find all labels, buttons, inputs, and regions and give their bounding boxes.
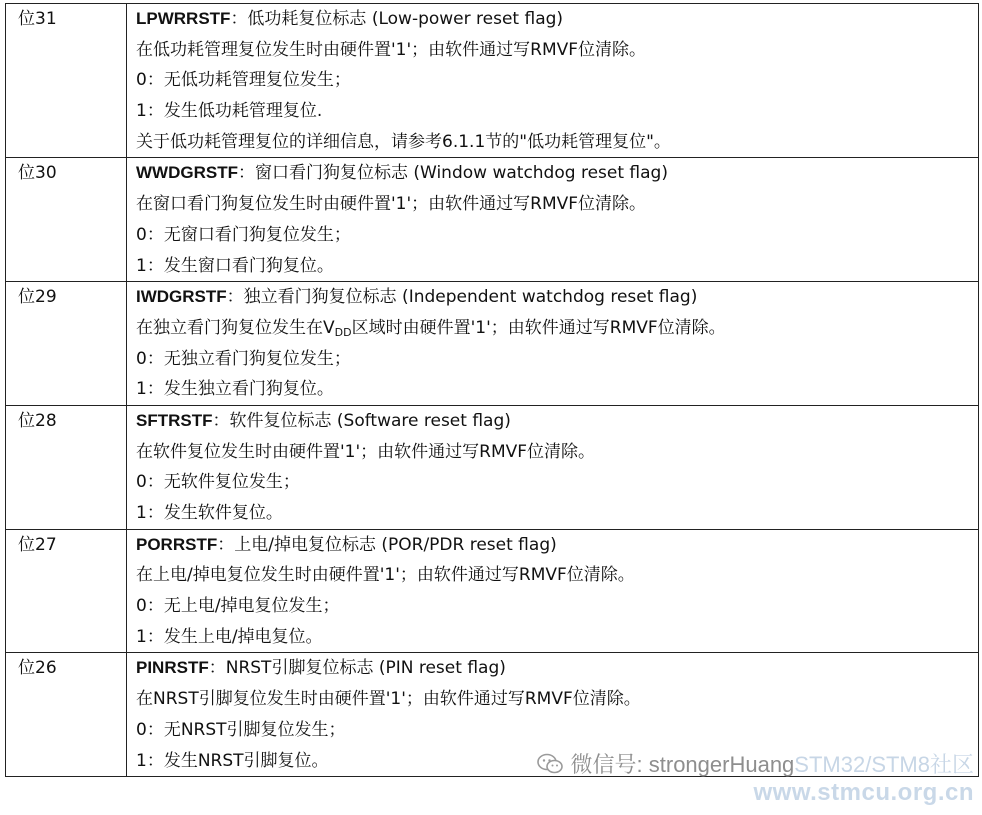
description-line: 0：无独立看门狗复位发生；	[136, 348, 351, 369]
table-row	[6, 405, 979, 529]
description-cell	[127, 405, 979, 529]
subscript-dd: DD	[334, 325, 352, 339]
description-line: 在软件复位发生时由硬件置'1'；由软件通过写RMVF位清除。	[136, 441, 596, 462]
field-title: ：低功耗复位标志 (Low-power reset flag)	[230, 9, 564, 29]
description-cell	[127, 282, 979, 406]
description-line: 1：发生独立看门狗复位。	[136, 379, 334, 400]
field-name: WWDGRSTF	[136, 163, 238, 183]
bit-label: 位28	[18, 410, 57, 431]
description-line: 0：无软件复位发生；	[136, 472, 300, 493]
description-line: 0：无上电/掉电复位发生；	[136, 596, 340, 617]
field-title-line	[136, 530, 978, 561]
bit-cell	[6, 158, 127, 282]
table-row	[6, 4, 979, 158]
field-name: IWDGRSTF	[136, 287, 227, 307]
bit-label: 位30	[18, 163, 57, 184]
field-title: ：窗口看门狗复位标志 (Window watchdog reset flag)	[237, 163, 668, 184]
description-cell	[127, 158, 979, 282]
description-line: 1：发生低功耗管理复位.	[136, 101, 323, 122]
wechat-icon	[537, 753, 563, 775]
field-name: SFTRSTF	[136, 410, 213, 430]
bit-label: 位31	[18, 9, 57, 29]
bit-cell	[6, 529, 127, 653]
bit-cell	[6, 4, 127, 158]
description-line: 1：发生上电/掉电复位。	[136, 626, 323, 647]
bit-cell	[6, 282, 127, 406]
field-title: ：独立看门狗复位标志 (Independent watchdog reset flag)	[226, 287, 698, 308]
watermark-line-1	[537, 751, 974, 779]
description-line: 1：发生窗口看门狗复位。	[136, 255, 334, 276]
description-line: 关于低功耗管理复位的详细信息，请参考6.1.1节的"低功耗管理复位"。	[136, 131, 671, 152]
description-line: 在低功耗管理复位发生时由硬件置'1'；由软件通过写RMVF位清除。	[136, 39, 647, 60]
watermark-community: STM32/STM8社区	[794, 752, 974, 777]
description-text: 在独立看门狗复位发生在V	[136, 317, 335, 338]
field-name: PORRSTF	[136, 534, 218, 554]
description-line: 在NRST引脚复位发生时由硬件置'1'；由软件通过写RMVF位清除。	[136, 689, 641, 710]
description-line: 0：无低功耗管理复位发生；	[136, 70, 351, 91]
field-title-line	[136, 158, 978, 189]
bit-label: 位29	[18, 287, 57, 308]
bit-label: 位26	[18, 658, 57, 679]
description-line: 0：无NRST引脚复位发生；	[136, 719, 346, 740]
watermark	[537, 751, 974, 807]
bit-label: 位27	[18, 534, 57, 555]
field-title-line	[136, 653, 978, 684]
field-title: ：NRST引脚复位标志 (PIN reset flag)	[208, 658, 506, 679]
description-line	[136, 313, 978, 344]
watermark-wechat-id: 微信号: strongerHuang	[570, 752, 795, 777]
description-line: 在窗口看门狗复位发生时由硬件置'1'；由软件通过写RMVF位清除。	[136, 194, 647, 215]
table-row	[6, 529, 979, 653]
bit-cell	[6, 405, 127, 529]
field-title-line	[136, 4, 978, 35]
description-text: 区域时由硬件置'1'；由软件通过写RMVF位清除。	[351, 317, 726, 338]
description-line: 0：无窗口看门狗复位发生；	[136, 224, 351, 245]
register-bit-table	[5, 3, 979, 777]
description-cell	[127, 529, 979, 653]
field-title-line	[136, 406, 978, 437]
description-line: 在上电/掉电复位发生时由硬件置'1'；由软件通过写RMVF位清除。	[136, 565, 635, 586]
bit-cell	[6, 653, 127, 777]
description-line: 1：发生NRST引脚复位。	[136, 750, 329, 771]
field-title: ：上电/掉电复位标志 (POR/PDR reset flag)	[217, 534, 557, 555]
description-line: 1：发生软件复位。	[136, 503, 283, 523]
table-row	[6, 158, 979, 282]
field-name: LPWRRSTF	[136, 9, 231, 28]
field-name: PINRSTF	[136, 658, 209, 678]
field-title-line	[136, 282, 978, 313]
description-cell	[127, 4, 979, 158]
field-title: ：软件复位标志 (Software reset flag)	[212, 410, 511, 431]
table-row	[6, 282, 979, 406]
watermark-url: www.stmcu.org.cn	[753, 779, 974, 806]
